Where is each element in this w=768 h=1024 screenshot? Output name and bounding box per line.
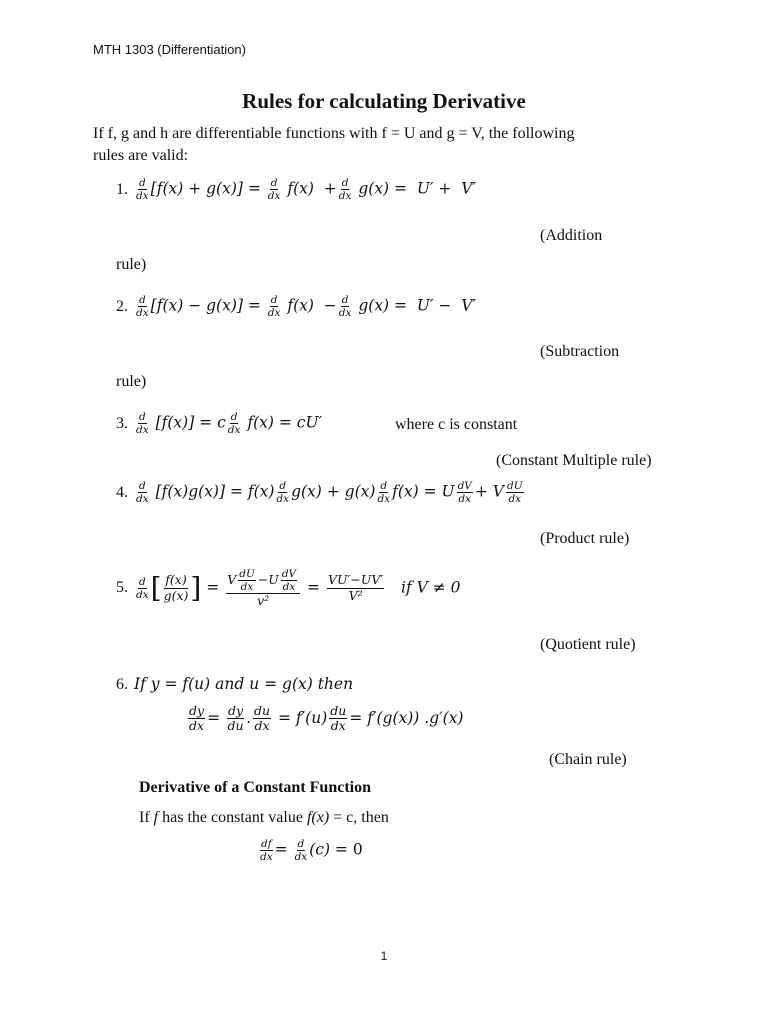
rule-2-formula: 2. $\frac{d}{dx}$ [f(x) − g(x)] = $\frac{d}{dx}$ f(x) − $\frac{d}{dx}$ g(x) = U′ − V′ bbox=[116, 294, 476, 320]
course-header: MTH 1303 (Differentiation) bbox=[93, 42, 246, 57]
rule-3-note: where c is constant bbox=[395, 416, 518, 433]
constant-function-heading: Derivative of a Constant Function bbox=[139, 779, 371, 796]
rule-6-chain-formula: $\frac{dy}{dx}$ = $\frac{dy}{du}$ . $\frac{du}{dx}$ = f′(u) $\frac{du}{dx}$ = f′(g(x)) .g′(x) bbox=[189, 703, 464, 734]
rule-1-label-cont: rule) bbox=[116, 256, 147, 273]
rule-4-formula: 4. $\frac{d}{dx}$ [f(x)g(x)] = f(x) $\frac{d}{dx}$ g(x) + g(x) $\frac{d}{dx}$ f(x) = U $\frac{dV}{dx}$ + V $\frac{dU}{dx}$ bbox=[116, 480, 523, 506]
rule-1-formula: 1. $\frac{d}{dx}$ [f(x) + g(x)] = $\frac{d}{dx}$ f(x) + $\frac{d}{dx}$ g(x) = U′ + V′ bbox=[116, 177, 476, 203]
rule-3-label: (Constant Multiple rule) bbox=[496, 452, 652, 469]
constant-function-formula: $\frac{df}{dx}$ = $\frac{d}{dx}$ (c) = 0 bbox=[260, 838, 363, 864]
rule-6-formula: 6. If y = f(u) and u = g(x) then bbox=[116, 675, 354, 693]
constant-function-text: If f has the constant value f(x) = c, then bbox=[139, 809, 389, 826]
rule-4-label: (Product rule) bbox=[540, 530, 630, 547]
intro-line-2: rules are valid: bbox=[93, 147, 189, 164]
rule-5-formula: 5. $\frac{d}{dx}$ [ $\frac{f(x)}{g(x)}$ ] = V $\frac{dU}{dx}$ −U $\frac{dV}{dx}$ v² = $\frac{VU'-UV'}{\text{V²}}$ if V ≠ 0 bbox=[116, 568, 461, 609]
rule-6-label: (Chain rule) bbox=[549, 751, 627, 768]
rule-2-label-cont: rule) bbox=[116, 373, 147, 390]
rule-5-label: (Quotient rule) bbox=[540, 636, 636, 653]
page-number: 1 bbox=[380, 949, 388, 963]
rule-1-label: (Addition bbox=[540, 227, 603, 244]
rule-3-formula: 3. $\frac{d}{dx}$ [f(x)] = c $\frac{d}{dx}$ f(x) = cU′ bbox=[116, 411, 323, 437]
rule-2-label: (Subtraction bbox=[540, 343, 620, 360]
page-title: Rules for calculating Derivative bbox=[242, 89, 526, 113]
intro-line-1: If f, g and h are differentiable functions with f = U and g = V, the following bbox=[93, 125, 575, 142]
